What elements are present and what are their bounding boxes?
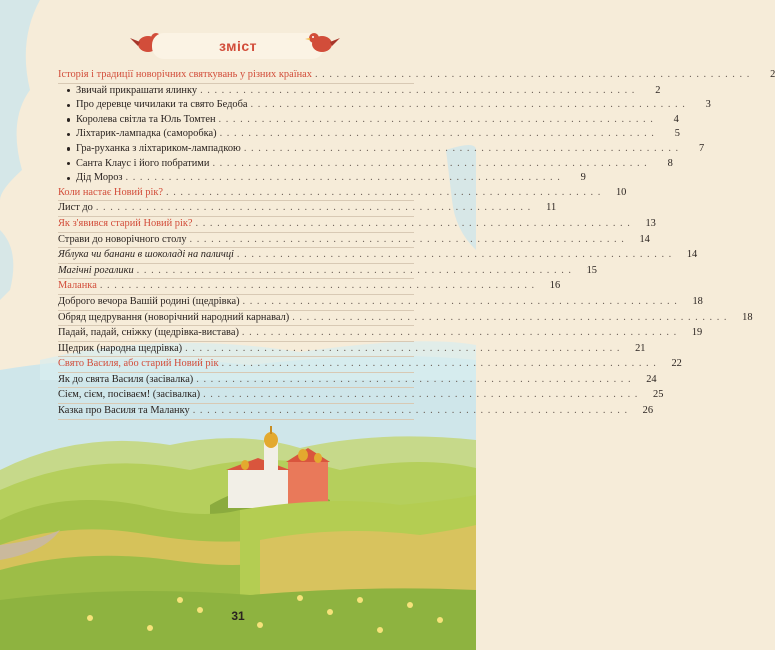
toc-entry-page: 14 bbox=[639, 233, 650, 245]
toc-entry bbox=[58, 295, 703, 311]
dot-leader: . . . . . . . . . . . . . . . . . . . . . . . . . . . . . . . . . . . . . . . . . . . . . . . . . . . . . . . . . . . . . bbox=[292, 311, 728, 323]
toc-entry-page: 9 bbox=[580, 172, 586, 184]
toc-entry-title: Сієм, сієм, посіваєм! (засівалка) bbox=[58, 389, 201, 401]
toc-entry-page: 24 bbox=[646, 373, 657, 385]
toc-entry bbox=[58, 217, 656, 233]
toc-entry bbox=[58, 127, 680, 142]
dot-leader: . . . . . . . . . . . . . . . . . . . . . . . . . . . . . . . . . . . . . . . . . . . . . . . . . . . . . . . . . . . . . bbox=[250, 99, 686, 111]
dot-leader: . . . . . . . . . . . . . . . . . . . . . . . . . . . . . . . . . . . . . . . . . . . . . . . . . . . . . . . . . . . . . bbox=[212, 157, 648, 169]
dot-leader: . . . . . . . . . . . . . . . . . . . . . . . . . . . . . . . . . . . . . . . . . . . . . . . . . . . . . . . . . . . . . bbox=[166, 186, 602, 198]
toc-entry-title: Гра-руханка з ліхтариком-лампадкою bbox=[76, 142, 241, 154]
dot-leader: . . . . . . . . . . . . . . . . . . . . . . . . . . . . . . . . . . . . . . . . . . . . . . . . . . . . . . . . . . . . . bbox=[136, 264, 572, 276]
toc-entry-page: 4 bbox=[673, 113, 679, 125]
toc-entry bbox=[58, 142, 705, 157]
toc-entry-page: 5 bbox=[674, 128, 680, 140]
dot-leader: . . . . . . . . . . . . . . . . . . . . . . . . . . . . . . . . . . . . . . . . . . . . . . . . . . . . . . . . . . . . . bbox=[236, 249, 673, 261]
toc-entry-title: Маланка bbox=[58, 280, 97, 292]
dot-leader: . . . . . . . . . . . . . . . . . . . . . . . . . . . . . . . . . . . . . . . . . . . . . . . . . . . . . . . . . . . . . bbox=[219, 128, 655, 140]
toc-entry-title: Санта Клаус і його побратими bbox=[76, 157, 210, 169]
toc-entry bbox=[58, 342, 646, 358]
toc-entry bbox=[58, 264, 597, 280]
toc-entry-title: Яблука чи банани в шоколаді на паличці bbox=[58, 249, 234, 261]
toc-entry-page: 8 bbox=[667, 157, 673, 169]
toc-entry-title: Страви до новорічного столу bbox=[58, 233, 187, 245]
toc-entry bbox=[58, 84, 661, 99]
toc-entry-page: 18 bbox=[742, 311, 753, 323]
toc-entry-page: 2 bbox=[655, 84, 661, 96]
dot-leader: . . . . . . . . . . . . . . . . . . . . . . . . . . . . . . . . . . . . . . . . . . . . . . . . . . . . . . . . . . . . . bbox=[200, 84, 636, 96]
toc-entry bbox=[58, 68, 775, 84]
toc-entry-page: 25 bbox=[653, 389, 664, 401]
toc-entry-title: Свято Василя, або старий Новий рік bbox=[58, 358, 219, 370]
toc-entry-page: 21 bbox=[635, 342, 646, 354]
toc-entry-title: Падай, падай, сніжку (щедрівка-вистава) bbox=[58, 327, 239, 339]
toc-entry-page: 13 bbox=[645, 217, 656, 229]
toc-entry bbox=[58, 248, 698, 264]
toc-entry-title: Звичай прикрашати ялинку bbox=[76, 84, 198, 96]
toc-entry bbox=[58, 186, 627, 202]
toc-entry-title: Ліхтарик-лампадка (саморобка) bbox=[76, 128, 217, 140]
table-of-contents bbox=[58, 68, 775, 420]
toc-entry-page: 10 bbox=[615, 186, 627, 198]
bullet-icon bbox=[67, 177, 70, 180]
toc-entry-title: Щедрик (народна щедрівка) bbox=[58, 342, 183, 354]
toc-entry-title: Доброго вечора Вашій родині (щедрівка) bbox=[58, 295, 240, 307]
toc-entry-title: Історія і традиції новорічних святкувань у різних країнах bbox=[58, 69, 312, 80]
toc-entry bbox=[58, 373, 657, 389]
toc-entry bbox=[58, 279, 561, 295]
toc-entry bbox=[58, 113, 679, 128]
bullet-icon bbox=[67, 133, 70, 136]
toc-entry bbox=[58, 157, 673, 172]
toc-entry bbox=[58, 98, 711, 113]
page-title: зміст bbox=[219, 38, 257, 54]
contents-title-banner bbox=[152, 33, 324, 59]
dot-leader: . . . . . . . . . . . . . . . . . . . . . . . . . . . . . . . . . . . . . . . . . . . . . . . . . . . . . . . . . . . . . bbox=[242, 295, 678, 307]
toc-entry-page: 3 bbox=[705, 99, 711, 111]
dot-leader: . . . . . . . . . . . . . . . . . . . . . . . . . . . . . . . . . . . . . . . . . . . . . . . . . . . . . . . . . . . . . bbox=[185, 342, 621, 354]
dot-leader: . . . . . . . . . . . . . . . . . . . . . . . . . . . . . . . . . . . . . . . . . . . . . . . . . . . . . . . . . . . . . bbox=[196, 373, 632, 385]
toc-entry bbox=[58, 171, 586, 186]
toc-entry bbox=[58, 233, 650, 249]
dot-leader: . . . . . . . . . . . . . . . . . . . . . . . . . . . . . . . . . . . . . . . . . . . . . . . . . . . . . . . . . . . . . bbox=[243, 142, 680, 154]
toc-entry-page: 18 bbox=[692, 295, 703, 307]
toc-entry-title: Коли настає Новий рік? bbox=[58, 186, 164, 198]
toc-entry bbox=[58, 201, 557, 217]
toc-entry-page: 16 bbox=[549, 280, 561, 292]
dot-leader: . . . . . . . . . . . . . . . . . . . . . . . . . . . . . . . . . . . . . . . . . . . . . . . . . . . . . . . . . . . . . bbox=[218, 113, 654, 125]
toc-entry-title: Обряд щедрування (новорічний народний карнавал) bbox=[58, 311, 290, 323]
toc-entry-title: Королева світла та Юль Томтен bbox=[76, 113, 216, 125]
toc-entry-title: Дід Мороз bbox=[76, 172, 123, 184]
dot-leader: . . . . . . . . . . . . . . . . . . . . . . . . . . . . . . . . . . . . . . . . . . . . . . . . . . . . . . . . . . . . . bbox=[99, 280, 536, 292]
bullet-icon bbox=[67, 147, 70, 150]
toc-entry-title: Про деревце чичилаки та свято Бедоба bbox=[76, 99, 248, 111]
dot-leader: . . . . . . . . . . . . . . . . . . . . . . . . . . . . . . . . . . . . . . . . . . . . . . . . . . . . . . . . . . . . . bbox=[314, 69, 751, 80]
toc-entry-title: Казка про Василя та Маланку bbox=[58, 405, 190, 417]
page-number: 31 bbox=[231, 609, 245, 623]
toc-entry-page: 11 bbox=[546, 202, 557, 214]
dot-leader: . . . . . . . . . . . . . . . . . . . . . . . . . . . . . . . . . . . . . . . . . . . . . . . . . . . . . . . . . . . . . bbox=[125, 172, 561, 184]
dot-leader: . . . . . . . . . . . . . . . . . . . . . . . . . . . . . . . . . . . . . . . . . . . . . . . . . . . . . . . . . . . . . bbox=[241, 327, 678, 339]
toc-entry-page: 15 bbox=[586, 264, 597, 276]
bullet-icon bbox=[67, 162, 70, 165]
toc-entry-page: 14 bbox=[686, 249, 698, 261]
bird-icon bbox=[304, 28, 342, 56]
toc-entry-title: Як до свята Василя (засівалка) bbox=[58, 373, 194, 385]
bullet-icon bbox=[67, 104, 70, 107]
toc-entry bbox=[58, 388, 664, 404]
dot-leader: . . . . . . . . . . . . . . . . . . . . . . . . . . . . . . . . . . . . . . . . . . . . . . . . . . . . . . . . . . . . . bbox=[195, 217, 631, 229]
toc-entry-page: 22 bbox=[671, 358, 682, 370]
toc-entry-title: Як з'явився старий Новий рік? bbox=[58, 217, 193, 229]
toc-entry-page: 26 bbox=[642, 405, 654, 417]
dot-leader: . . . . . . . . . . . . . . . . . . . . . . . . . . . . . . . . . . . . . . . . . . . . . . . . . . . . . . . . . . . . . bbox=[192, 405, 629, 417]
toc-entry bbox=[58, 326, 703, 342]
dot-leader: . . . . . . . . . . . . . . . . . . . . . . . . . . . . . . . . . . . . . . . . . . . . . . . . . . . . . . . . . . . . . bbox=[203, 389, 639, 401]
dot-leader: . . . . . . . . . . . . . . . . . . . . . . . . . . . . . . . . . . . . . . . . . . . . . . . . . . . . . . . . . . . . . bbox=[221, 358, 657, 370]
toc-entry bbox=[58, 311, 753, 327]
bullet-icon bbox=[67, 118, 70, 121]
toc-entry-page: 2 bbox=[770, 69, 775, 80]
bullet-icon bbox=[67, 89, 70, 92]
toc-entry-title: Магічні рогалики bbox=[58, 264, 134, 276]
dot-leader: . . . . . . . . . . . . . . . . . . . . . . . . . . . . . . . . . . . . . . . . . . . . . . . . . . . . . . . . . . . . . bbox=[189, 233, 625, 245]
toc-entry-page: 7 bbox=[698, 142, 705, 154]
toc-entry bbox=[58, 357, 682, 373]
toc-entry bbox=[58, 404, 654, 420]
toc-entry-title: Лист до bbox=[58, 202, 93, 214]
toc-entry-page: 19 bbox=[691, 327, 703, 339]
dot-leader: . . . . . . . . . . . . . . . . . . . . . . . . . . . . . . . . . . . . . . . . . . . . . . . . . . . . . . . . . . . . . bbox=[95, 202, 532, 214]
